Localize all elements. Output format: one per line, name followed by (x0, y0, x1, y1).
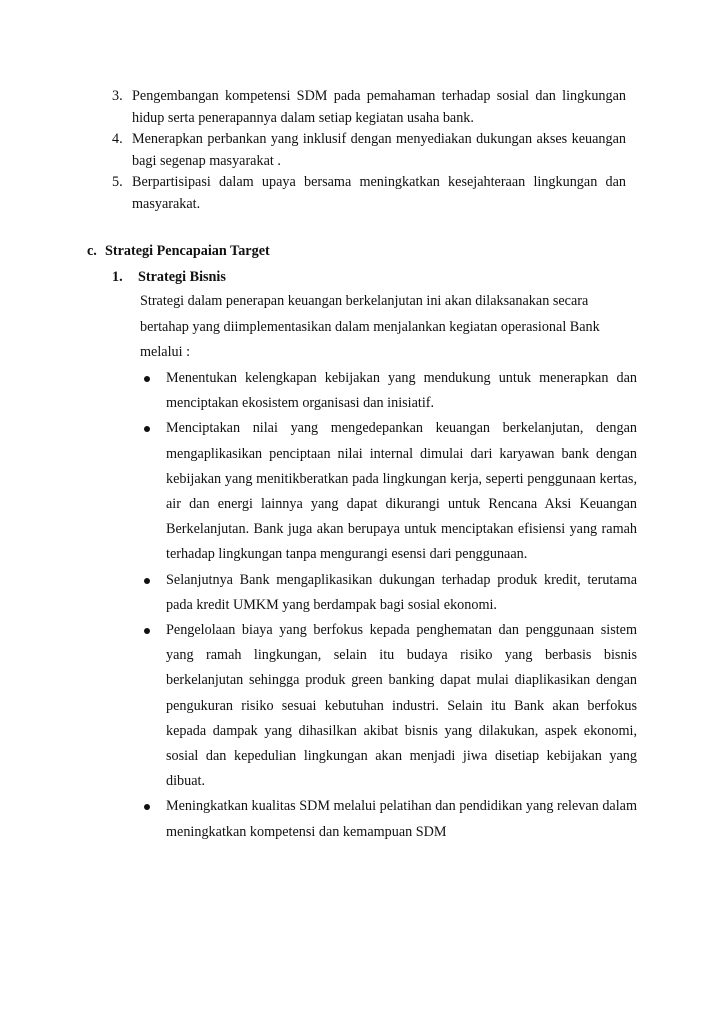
bullet-icon (144, 376, 150, 382)
list-item (112, 172, 626, 215)
bullet-item (140, 794, 637, 844)
bullet-icon (144, 628, 150, 634)
bullet-icon (144, 804, 150, 810)
numbered-list (112, 86, 626, 215)
list-item-text: Berpartisipasi dalam upaya bersama meningkatkan kesejahteraan lingkungan dan masyarakat. (132, 174, 626, 212)
section-title: Strategi Pencapaian Target (105, 243, 270, 259)
bullet-text: Meningkatkan kualitas SDM melalui pelatihan dan pendidikan yang relevan dalam meningkatkan kompetensi dan kemampuan SDM (166, 798, 637, 840)
bullet-item (140, 416, 637, 567)
list-item (112, 129, 626, 172)
subsection-marker: 1. (112, 269, 123, 285)
bullet-item (140, 366, 637, 416)
bullet-text: Menciptakan nilai yang mengedepankan keuangan berkelanjutan, dengan mengaplikasikan penciptaan nilai internal dimulai dari karyawan bank dengan kebijakan yang menitikberatkan pada lingkungan kerja, seperti penggunaan kertas, air dan energi lainnya yang dapat dikurangi untuk Rencana Aksi Keuangan Berkelanjutan. Bank juga akan berupaya untuk menciptakan efisiensi yang ramah terhadap lingkungan tanpa mengurangi esensi dari penggunaan. (166, 420, 637, 563)
subsection-heading (112, 266, 226, 288)
section-heading (87, 240, 270, 262)
list-item-text: Pengembangan kompetensi SDM pada pemahaman terhadap sosial dan lingkungan hidup serta penerapannya dalam setiap kegiatan usaha bank. (132, 88, 626, 126)
intro-paragraph: Strategi dalam penerapan keuangan berkelanjutan ini akan dilaksanakan secara bertahap yang diimplementasikan dalam menjalankan kegiatan operasional Bank melalui : (140, 293, 600, 360)
bullet-icon (144, 578, 150, 584)
bullet-item (140, 618, 637, 794)
list-marker: 4. (112, 131, 123, 147)
list-item (112, 86, 626, 129)
bullet-text: Menentukan kelengkapan kebijakan yang mendukung untuk menerapkan dan menciptakan ekosistem organisasi dan inisiatif. (166, 370, 637, 412)
section-marker: c. (87, 243, 97, 259)
subsection-title: Strategi Bisnis (138, 269, 226, 285)
bullet-item (140, 568, 637, 618)
bullet-list (140, 366, 637, 845)
list-item-text: Menerapkan perbankan yang inklusif dengan menyediakan dukungan akses keuangan bagi segenap masyarakat . (132, 131, 626, 169)
bullet-text: Pengelolaan biaya yang berfokus kepada penghematan dan penggunaan sistem yang ramah lingkungan, selain itu budaya risiko yang berbasis bisnis berkelanjutan sehingga produk green banking dapat mulai diaplikasikan dengan pengukuran risiko sesuai kebutuhan industri. Selain itu Bank akan berfokus kepada dampak yang dihasilkan akibat bisnis yang dilakukan, aspek ekonomi, sosial dan kepedulian lingkungan akan menjadi jiwa disetiap kebijakan yang dibuat. (166, 622, 637, 790)
list-marker: 5. (112, 174, 123, 190)
bullet-text: Selanjutnya Bank mengaplikasikan dukungan terhadap produk kredit, terutama pada kredit UMKM yang berdampak bagi sosial ekonomi. (166, 571, 637, 613)
bullet-icon (144, 426, 150, 432)
list-marker: 3. (112, 88, 123, 104)
